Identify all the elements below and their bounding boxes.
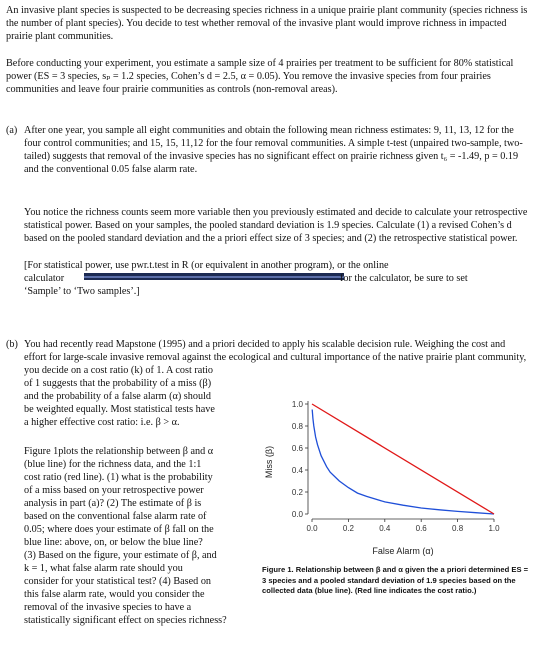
figure-caption: Figure 1. Relationship between β and α given the a priori determined ES = 3 species and a pooled standard deviation of 1.9 species based on the collected data (blue line). (Red line indicates the cost ratio.) <box>262 565 529 595</box>
figure-question-line: (3) Based on the figure, your estimate of β, and <box>24 550 217 561</box>
part-a-text: After one year, you sample all eight communities and obtain the following mean richness estimates: 9, 11, 13, 12 for the four control communities; and 15, 15, 11,12 for the four removal communities. A simple t-test (unpaired two-sample, two-tailed) suggests that removal of the invasive species has no significant effect on prairie richness given t₆ = -1.49, p = 0.19 and the conventional 0.05 false alarm rate. <box>24 125 523 175</box>
retrospective-paragraph: You notice the richness counts seem more variable then you previously estimated and decide to calculate your retrospective statistical power. Based on your samples, the pooled standard deviation is 1.9 species. Calculate (1) a revised Cohen’s d based on the pooled standard deviation and the a priori effect size of 3 species; and (2) the retrospective statistical power. <box>24 207 528 244</box>
y-tick-label: 0.0 <box>291 510 303 519</box>
figure-question-line: statistically significant effect on species richness? <box>24 615 227 626</box>
intro-paragraph: An invasive plant species is suspected to be decreasing species richness in a unique prairie plant community (species richness is the number of plant species). You decide to test whether removal of the invasive plant would improve richness in impacted prairie plant communities. <box>6 5 528 42</box>
x-tick-label: 0.2 <box>342 524 354 533</box>
power-note-line1: [For statistical power, use pwr.t.test in R (or equivalent in another program), or the online <box>24 260 389 271</box>
x-tick-label: 0.0 <box>306 524 318 533</box>
figure-question-line: of a miss based on your retrospective power <box>24 485 204 496</box>
figure-question-line: analysis in part (a)? (2) The estimate of β is <box>24 498 202 509</box>
figure-question-line: (blue line) for the richness data, and the 1:1 <box>24 459 202 470</box>
figure-question-line: this false alarm rate, would you consider the <box>24 589 205 600</box>
redacted-link-underline <box>84 276 344 278</box>
chart-series-lines <box>312 404 494 514</box>
part-b-narrow-text <box>24 377 274 429</box>
part-b-label: (b) <box>6 339 18 350</box>
figure-question-line: Figure 1plots the relationship between β and α <box>24 446 214 457</box>
figure-question-line: consider for your statistical test? (4) Based on <box>24 576 212 587</box>
x-tick-label: 0.4 <box>379 524 391 533</box>
x-tick-label: 0.8 <box>452 524 464 533</box>
figure-questions <box>24 445 264 627</box>
chart-axes <box>292 400 500 533</box>
figure-question-line: 0.05; where does your estimate of β fall on the <box>24 524 214 535</box>
power-note-for: for the calculator, be sure to set <box>340 273 468 284</box>
part-b-line: a higher effective cost ratio: i.e. β > α. <box>24 417 180 428</box>
y-tick-label: 0.8 <box>291 422 303 431</box>
cost-ratio-line <box>312 404 494 514</box>
figure-question-line: removal of the invasive species to have a <box>24 602 192 613</box>
y-tick-label: 0.2 <box>291 488 303 497</box>
figure-question-line: blue line: above, on, or below the blue line? <box>24 537 203 548</box>
y-axis-label: Miss (β) <box>264 445 274 479</box>
part-b-text: You had recently read Mapstone (1995) and a priori decided to apply his scalable decision rule. Weighing the cost and effort for large-scale invasive removal against the ecological and cultural importance of the native prairie plant community, you decide on a cost ratio (k) of 1. A cost ratio <box>24 339 527 376</box>
figure-question-line: based on the conventional false alarm rate of <box>24 511 207 522</box>
figure-question-line: k = 1, what false alarm rate should you <box>24 563 183 574</box>
power-note-line3: ‘Sample’ to ‘Two samples’.] <box>24 286 140 297</box>
y-tick-label: 1.0 <box>291 400 303 409</box>
part-b-line: of 1 suggests that the probability of a miss (β) <box>24 378 212 389</box>
part-a-label: (a) <box>6 125 18 136</box>
before-paragraph: Before conducting your experiment, you estimate a sample size of 4 prairies per treatment to be sufficient for 80% statistical power (ES = 3 species, sₚ = 1.2 species, Cohen’s d = 2.5, α = 0.05). You remove the invasive species from four prairies communities and leave four prairie communities as controls (non-removal areas). <box>6 58 514 95</box>
part-b-line: be weighted equally. Most statistical tests have <box>24 404 215 415</box>
beta-alpha-chart <box>262 392 534 562</box>
beta-alpha-curve <box>312 410 494 515</box>
x-axis-label: False Alarm (α) <box>372 546 434 556</box>
y-tick-label: 0.6 <box>291 444 303 453</box>
part-b-line: and the probability of a false alarm (α) should <box>24 391 211 402</box>
figure-question-line: cost ratio (red line). (1) what is the probability <box>24 472 213 483</box>
x-tick-label: 1.0 <box>488 524 500 533</box>
x-tick-label: 0.6 <box>415 524 427 533</box>
power-note-calculator: calculator <box>24 273 65 284</box>
y-tick-label: 0.4 <box>291 466 303 475</box>
